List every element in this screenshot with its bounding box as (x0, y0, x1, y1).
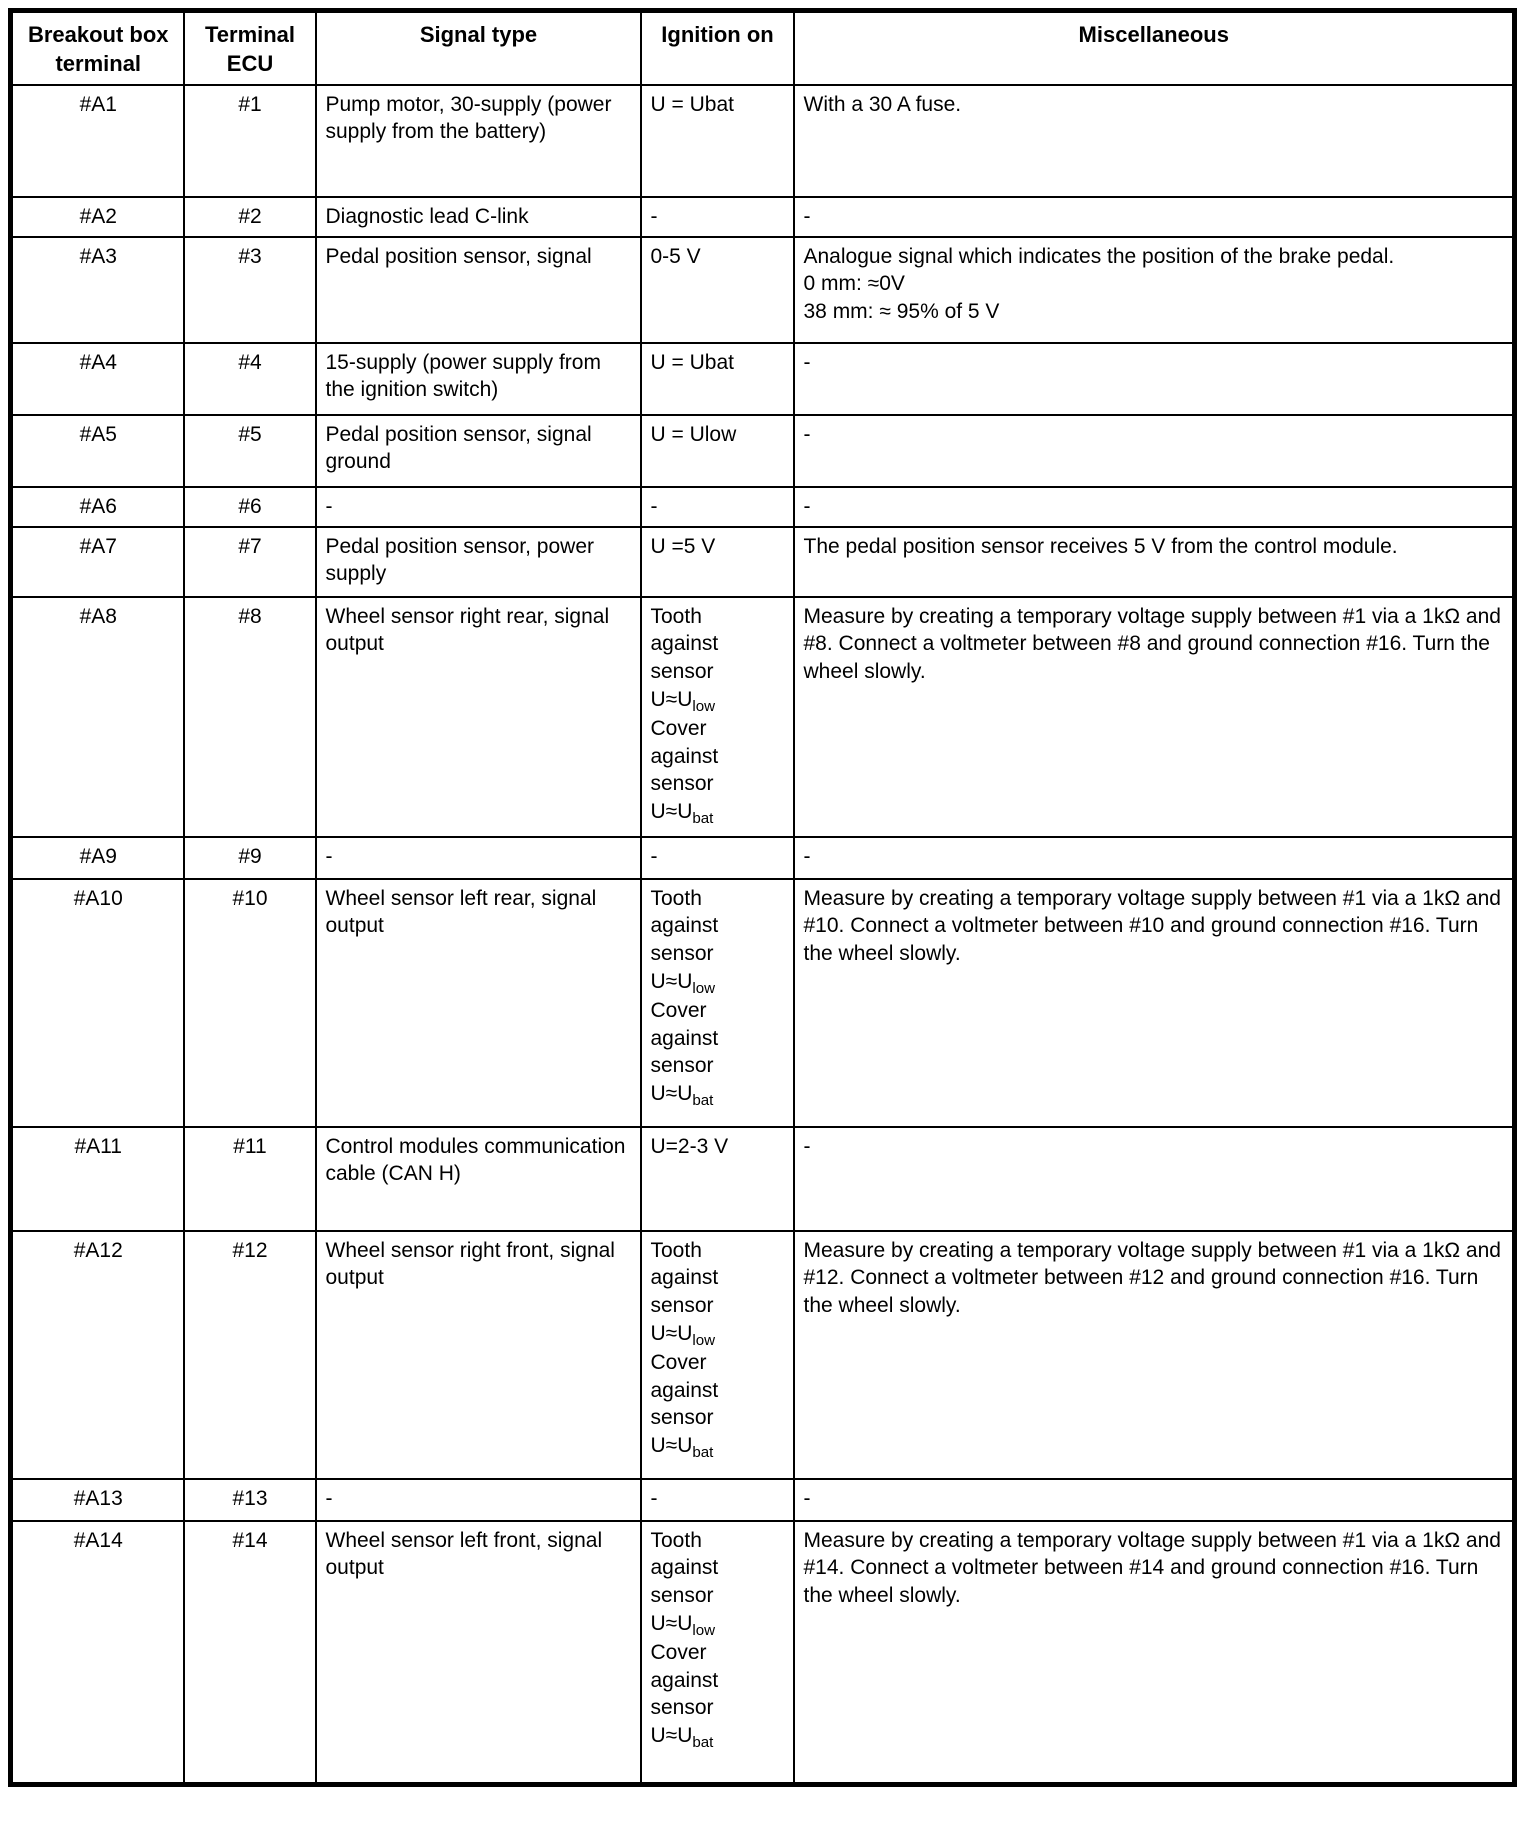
cell-text-line: 0-5 V (650, 244, 701, 268)
cell-text-line: sensor (650, 1054, 714, 1078)
cell-text-line: $U\approx U_{low}$ (650, 688, 716, 716)
cell-text-line: sensor (650, 1584, 714, 1608)
cell-signal-type: - (316, 837, 641, 879)
cell-ignition-on (641, 837, 794, 879)
cell-breakout-terminal: #A8 (11, 597, 184, 837)
subscript-text: low (692, 698, 716, 716)
cell-miscellaneous (794, 343, 1515, 415)
cell-text-line: U = Ulow (650, 422, 737, 446)
cell-terminal-ecu: #7 (184, 527, 316, 597)
cell-miscellaneous (794, 197, 1515, 237)
cell-text-line: $U\approx U_{low}$ (650, 970, 716, 998)
table-row (11, 237, 1515, 343)
header-row (11, 11, 1515, 85)
table-row (11, 527, 1515, 597)
cell-signal-type: Wheel sensor left rear, signal output (316, 879, 641, 1127)
subscript-text: bat (692, 1734, 714, 1752)
table-row (11, 879, 1515, 1127)
cell-text-line: Measure by creating a temporary voltage supply between #1 via a 1kΩ and #12. Connect a voltmeter between #12 and ground connection #16. Turn the wheel slowly. (803, 1238, 1501, 1318)
cell-miscellaneous (794, 1521, 1515, 1785)
cell-terminal-ecu: #12 (184, 1231, 316, 1479)
cell-text-line: - (803, 494, 811, 518)
cell-text-line: against (650, 744, 719, 768)
table-row (11, 837, 1515, 879)
table-body (11, 85, 1515, 1785)
cell-signal-type: 15-supply (power supply from the ignition switch) (316, 343, 641, 415)
cell-text-line: - (650, 494, 658, 518)
cell-text-line: - (803, 1134, 811, 1158)
cell-ignition-on (641, 879, 794, 1127)
cell-terminal-ecu: #1 (184, 85, 316, 197)
table-row (11, 197, 1515, 237)
cell-signal-type: Wheel sensor left front, signal output (316, 1521, 641, 1785)
cell-text-line: Analogue signal which indicates the position of the brake pedal. (803, 244, 1395, 268)
cell-text-line: Measure by creating a temporary voltage supply between #1 via a 1kΩ and #14. Connect a voltmeter between #14 and ground connection #16. Turn the wheel slowly. (803, 1528, 1501, 1608)
cell-text-line: against (650, 632, 719, 656)
cell-breakout-terminal: #A12 (11, 1231, 184, 1479)
table-row (11, 597, 1515, 837)
cell-text-line: Measure by creating a temporary voltage supply between #1 via a 1kΩ and #10. Connect a voltmeter between #10 and ground connection #16. Turn the wheel slowly. (803, 886, 1501, 966)
subscript-text: bat (692, 1092, 714, 1110)
cell-ignition-on (641, 1479, 794, 1521)
cell-text-line: Measure by creating a temporary voltage supply between #1 via a 1kΩ and #8. Connect a voltmeter between #8 and ground connection #16. Turn the wheel slowly. (803, 604, 1501, 684)
cell-text-line: - (803, 422, 811, 446)
cell-signal-type: - (316, 1479, 641, 1521)
cell-text-line: - (650, 204, 658, 228)
cell-terminal-ecu: #9 (184, 837, 316, 879)
table-row (11, 1127, 1515, 1231)
cell-breakout-terminal: #A14 (11, 1521, 184, 1785)
cell-text-line: U =5 V (650, 534, 716, 558)
header-ignition-on: Ignition on (641, 11, 794, 85)
cell-text-line: - (803, 1486, 811, 1510)
cell-terminal-ecu: #8 (184, 597, 316, 837)
table-row (11, 1521, 1515, 1785)
cell-miscellaneous (794, 879, 1515, 1127)
cell-text-line: against (650, 1668, 719, 1692)
table-row (11, 1479, 1515, 1521)
cell-ignition-on (641, 343, 794, 415)
subscript-text: low (692, 1622, 716, 1640)
cell-ignition-on (641, 237, 794, 343)
cell-miscellaneous (794, 1231, 1515, 1479)
cell-signal-type: Pedal position sensor, signal ground (316, 415, 641, 487)
cell-text-line: U = Ubat (650, 350, 734, 374)
cell-text-line: against (650, 914, 719, 938)
cell-text-line: Cover (650, 1640, 707, 1664)
table-row (11, 85, 1515, 197)
cell-breakout-terminal: #A10 (11, 879, 184, 1127)
cell-text-line: $U\approx U_{low}$ (650, 1612, 716, 1640)
table-row (11, 343, 1515, 415)
cell-text-line: sensor (650, 660, 714, 684)
cell-text-line: sensor (650, 1696, 714, 1720)
cell-miscellaneous (794, 1479, 1515, 1521)
cell-text-line: - (650, 844, 658, 868)
cell-text-line: against (650, 1026, 719, 1050)
ecu-terminal-table (8, 8, 1517, 1787)
cell-miscellaneous (794, 597, 1515, 837)
cell-breakout-terminal: #A11 (11, 1127, 184, 1231)
cell-signal-type: Wheel sensor right rear, signal output (316, 597, 641, 837)
cell-breakout-terminal: #A13 (11, 1479, 184, 1521)
cell-miscellaneous (794, 527, 1515, 597)
cell-text-line: $U\approx U_{bat}$ (650, 800, 714, 828)
cell-breakout-terminal: #A1 (11, 85, 184, 197)
cell-terminal-ecu: #6 (184, 487, 316, 527)
subscript-text: low (692, 1332, 716, 1350)
cell-text-line: Cover (650, 998, 707, 1022)
cell-signal-type: Wheel sensor right front, signal output (316, 1231, 641, 1479)
cell-signal-type: Pedal position sensor, power supply (316, 527, 641, 597)
cell-ignition-on (641, 85, 794, 197)
cell-text-line: 38 mm: ≈ 95% of 5 V (803, 300, 1000, 324)
subscript-text: bat (692, 1444, 714, 1462)
cell-text-line: Cover (650, 716, 707, 740)
cell-signal-type: Diagnostic lead C-link (316, 197, 641, 237)
cell-text-line: The pedal position sensor receives 5 V from the control module. (803, 534, 1398, 558)
cell-breakout-terminal: #A5 (11, 415, 184, 487)
cell-terminal-ecu: #10 (184, 879, 316, 1127)
cell-text-line: $U\approx U_{bat}$ (650, 1724, 714, 1752)
cell-terminal-ecu: #2 (184, 197, 316, 237)
cell-text-line: - (803, 204, 811, 228)
cell-ignition-on (641, 415, 794, 487)
header-signal-type: Signal type (316, 11, 641, 85)
cell-ignition-on (641, 527, 794, 597)
cell-text-line: U = Ubat (650, 92, 734, 116)
cell-ignition-on (641, 1521, 794, 1785)
cell-text-line: $U\approx U_{bat}$ (650, 1434, 714, 1462)
cell-text-line: sensor (650, 1406, 714, 1430)
cell-text-line: sensor (650, 942, 714, 966)
table-row (11, 1231, 1515, 1479)
cell-miscellaneous (794, 837, 1515, 879)
cell-breakout-terminal: #A2 (11, 197, 184, 237)
cell-signal-type: Pump motor, 30-supply (power supply from the battery) (316, 85, 641, 197)
cell-terminal-ecu: #11 (184, 1127, 316, 1231)
subscript-text: low (692, 980, 716, 998)
cell-text-line: $U\approx U_{low}$ (650, 1322, 716, 1350)
cell-terminal-ecu: #3 (184, 237, 316, 343)
cell-text-line: sensor (650, 772, 714, 796)
cell-text-line: Tooth (650, 1528, 702, 1552)
cell-text-line: Tooth (650, 1238, 702, 1262)
cell-text-line: - (650, 1486, 658, 1510)
cell-text-line: With a 30 A fuse. (803, 92, 962, 116)
cell-terminal-ecu: #13 (184, 1479, 316, 1521)
table-row (11, 415, 1515, 487)
cell-breakout-terminal: #A9 (11, 837, 184, 879)
cell-breakout-terminal: #A4 (11, 343, 184, 415)
cell-ignition-on (641, 1127, 794, 1231)
cell-text-line: U=2-3 V (650, 1134, 729, 1158)
cell-text-line: $U\approx U_{bat}$ (650, 1082, 714, 1110)
header-miscellaneous: Miscellaneous (794, 11, 1515, 85)
cell-text-line: - (803, 350, 811, 374)
cell-miscellaneous (794, 1127, 1515, 1231)
cell-ignition-on (641, 597, 794, 837)
cell-signal-type: Control modules communication cable (CAN H) (316, 1127, 641, 1231)
header-breakout-box-terminal: Breakout box terminal (11, 11, 184, 85)
cell-text-line: against (650, 1378, 719, 1402)
cell-text-line: Tooth (650, 886, 702, 910)
cell-text-line: sensor (650, 1294, 714, 1318)
cell-text-line: Tooth (650, 604, 702, 628)
cell-miscellaneous (794, 487, 1515, 527)
cell-terminal-ecu: #14 (184, 1521, 316, 1785)
cell-ignition-on (641, 1231, 794, 1479)
cell-ignition-on (641, 197, 794, 237)
cell-text-line: 0 mm: ≈0V (803, 272, 905, 296)
cell-ignition-on (641, 487, 794, 527)
cell-text-line: Cover (650, 1350, 707, 1374)
subscript-text: bat (692, 810, 714, 828)
cell-miscellaneous (794, 237, 1515, 343)
cell-miscellaneous (794, 85, 1515, 197)
cell-miscellaneous (794, 415, 1515, 487)
cell-breakout-terminal: #A7 (11, 527, 184, 597)
cell-text-line: - (803, 844, 811, 868)
cell-breakout-terminal: #A3 (11, 237, 184, 343)
cell-text-line: against (650, 1266, 719, 1290)
header-terminal-ecu: Terminal ECU (184, 11, 316, 85)
cell-signal-type: - (316, 487, 641, 527)
table-row (11, 487, 1515, 527)
cell-signal-type: Pedal position sensor, signal (316, 237, 641, 343)
cell-text-line: against (650, 1556, 719, 1580)
cell-terminal-ecu: #5 (184, 415, 316, 487)
cell-breakout-terminal: #A6 (11, 487, 184, 527)
cell-terminal-ecu: #4 (184, 343, 316, 415)
